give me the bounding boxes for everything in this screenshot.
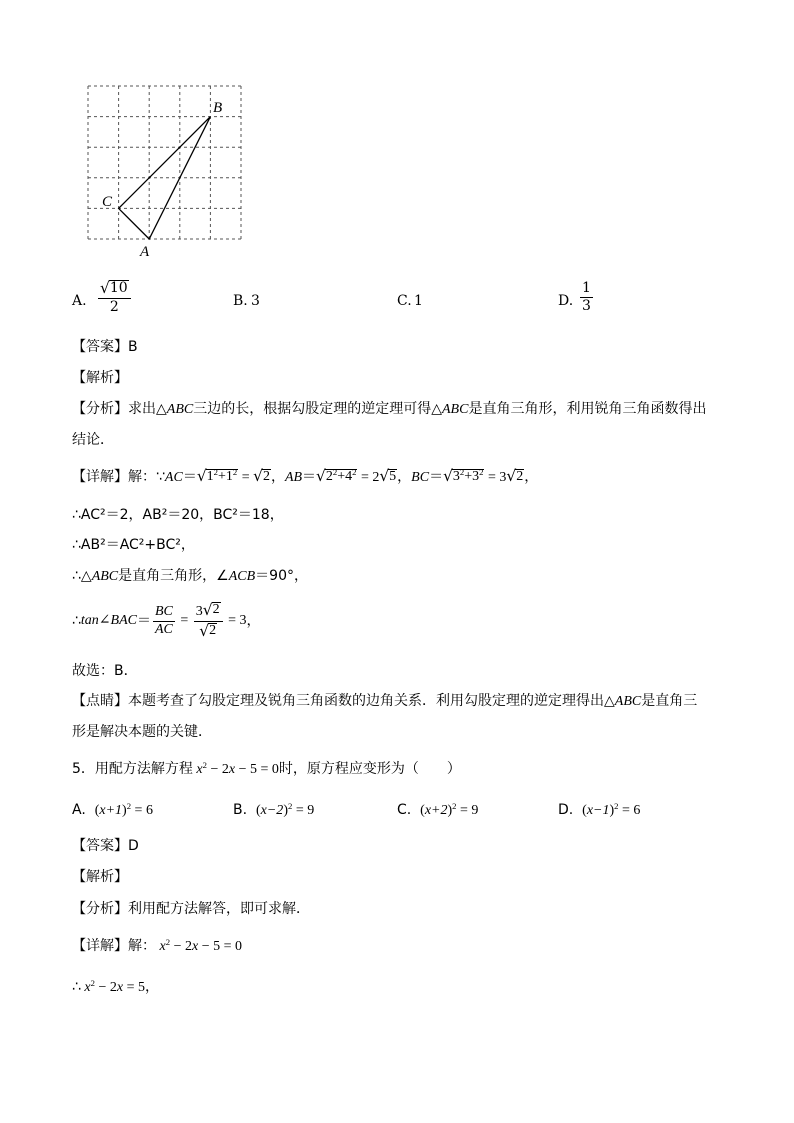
q4-analysis-tag: 【解析】 (72, 370, 128, 386)
fenxi-abc: ABC (166, 402, 194, 417)
q4-dianjing-line1: 【点睛】本题考查了勾股定理及锐角三角函数的边角关系．利用勾股定理的逆定理得出△ABC是直角三 (72, 693, 698, 709)
dianjing-tag: 【点睛】 (72, 693, 128, 709)
q5-option-c: C. $(x+2)^2 = 9$ (397, 801, 479, 818)
ac-expression: √ $1^2+1^2$ = √ 2 (196, 467, 270, 485)
option-c-letter: C. (397, 293, 412, 309)
q4-detail-sum: ∴AB²＝AC²+BC²， (72, 537, 195, 553)
ab-expression: √ $2^2+4^2$ = 2 √ 5 (316, 467, 397, 485)
option-a-value: √ 10 2 (96, 280, 133, 314)
triangle-grid-figure (80, 80, 250, 265)
option-d-value (578, 281, 595, 313)
xiangjie-tag: 【详解】 (72, 469, 128, 485)
fenxi-tag: 【分析】 (72, 401, 128, 417)
q4-detail-line1: 【详解】解：∵AC＝ √ $1^2+1^2$ = √ 2 ，AB＝ √ $2^2+4^2$ = 2 √ 5 ，BC＝ √ $3^2+3^2$ = 3 √ 2 ， (72, 467, 539, 485)
q5-option-d: D. $(x-1)^2 = 6$ (558, 801, 641, 818)
option-d-letter: D. (558, 293, 574, 309)
answer-tag: 【答案】 (72, 339, 128, 355)
q5-detail-line2: ∴ $x^2 - 2x = 5$， (72, 978, 160, 995)
equals-sign: ＝ (182, 469, 197, 485)
option-b-letter: B. (233, 293, 248, 309)
q4-detail-squares: ∴AC²＝2，AB²＝20，BC²＝18， (72, 507, 284, 523)
vertex-label-a: A (140, 244, 150, 260)
option-a-denominator: 2 (109, 298, 119, 315)
fenxi-text: 是直角三角形，利用锐角三角函数得出 (468, 401, 707, 417)
equals-sign: ＝ (302, 469, 317, 485)
q4-fenxi-line1 (72, 402, 706, 417)
q4-fenxi-line2: 结论． (72, 432, 114, 448)
option-a-radicand: 10 (109, 280, 128, 296)
vertex-label-b: B (213, 100, 223, 116)
q4-choice: 故选：B． (72, 663, 138, 679)
option-d-numerator: 1 (582, 280, 591, 296)
option-c-value: 1 (414, 293, 423, 309)
fenxi-abc: ABC (442, 402, 469, 417)
q4-dianjing-line2: 形是解决本题的关键． (72, 724, 212, 740)
tan-label: tan∠BAC (80, 613, 137, 629)
vertex-label-c: C (102, 194, 113, 210)
q5-option-b: B. $(x-2)^2 = 9$ (233, 801, 315, 818)
option-d-denominator: 3 (582, 297, 591, 314)
q4-answer-line (72, 340, 138, 354)
answer-value: B (128, 339, 138, 355)
q4-detail-tan: ∴ tan∠BAC ＝ $\frac{BC}{AC}$ = 3 √ 2 √ 2 = 3 ， (72, 601, 261, 640)
q5-stem: 5．用配方法解方程 $x^2 - 2x - 5 = 0$时，原方程应变形为（ ） (72, 760, 461, 777)
option-b-value: 3 (251, 293, 260, 309)
q5-answer-line: 【答案】D (72, 838, 139, 854)
q5-analysis-tag: 【解析】 (72, 869, 128, 885)
fenxi-text: 三边的长，根据勾股定理的逆定理可得△ (193, 401, 442, 417)
fenxi-text: 求出△ (128, 401, 167, 417)
equals-sign: ＝ (429, 469, 444, 485)
q5-fenxi-line: 【分析】利用配方法解答，即可求解． (72, 901, 310, 917)
q5-detail-line1: 【详解】解： $x^2 - 2x - 5 = 0$ (72, 937, 242, 954)
bc-expression: √ $3^2+3^2$ = 3 √ 2 (443, 467, 524, 485)
option-a-letter: A. (72, 293, 87, 309)
jie-text: 解：∵ (128, 469, 165, 485)
ac-label: AC (164, 470, 183, 485)
ab-label: AB (284, 470, 303, 485)
q4-detail-right-angle: ∴△ABC是直角三角形，∠ACB＝90°， (72, 568, 308, 584)
bc-label: BC (411, 470, 430, 485)
q5-option-a: A. $(x+1)^2 = 6$ (72, 801, 153, 818)
